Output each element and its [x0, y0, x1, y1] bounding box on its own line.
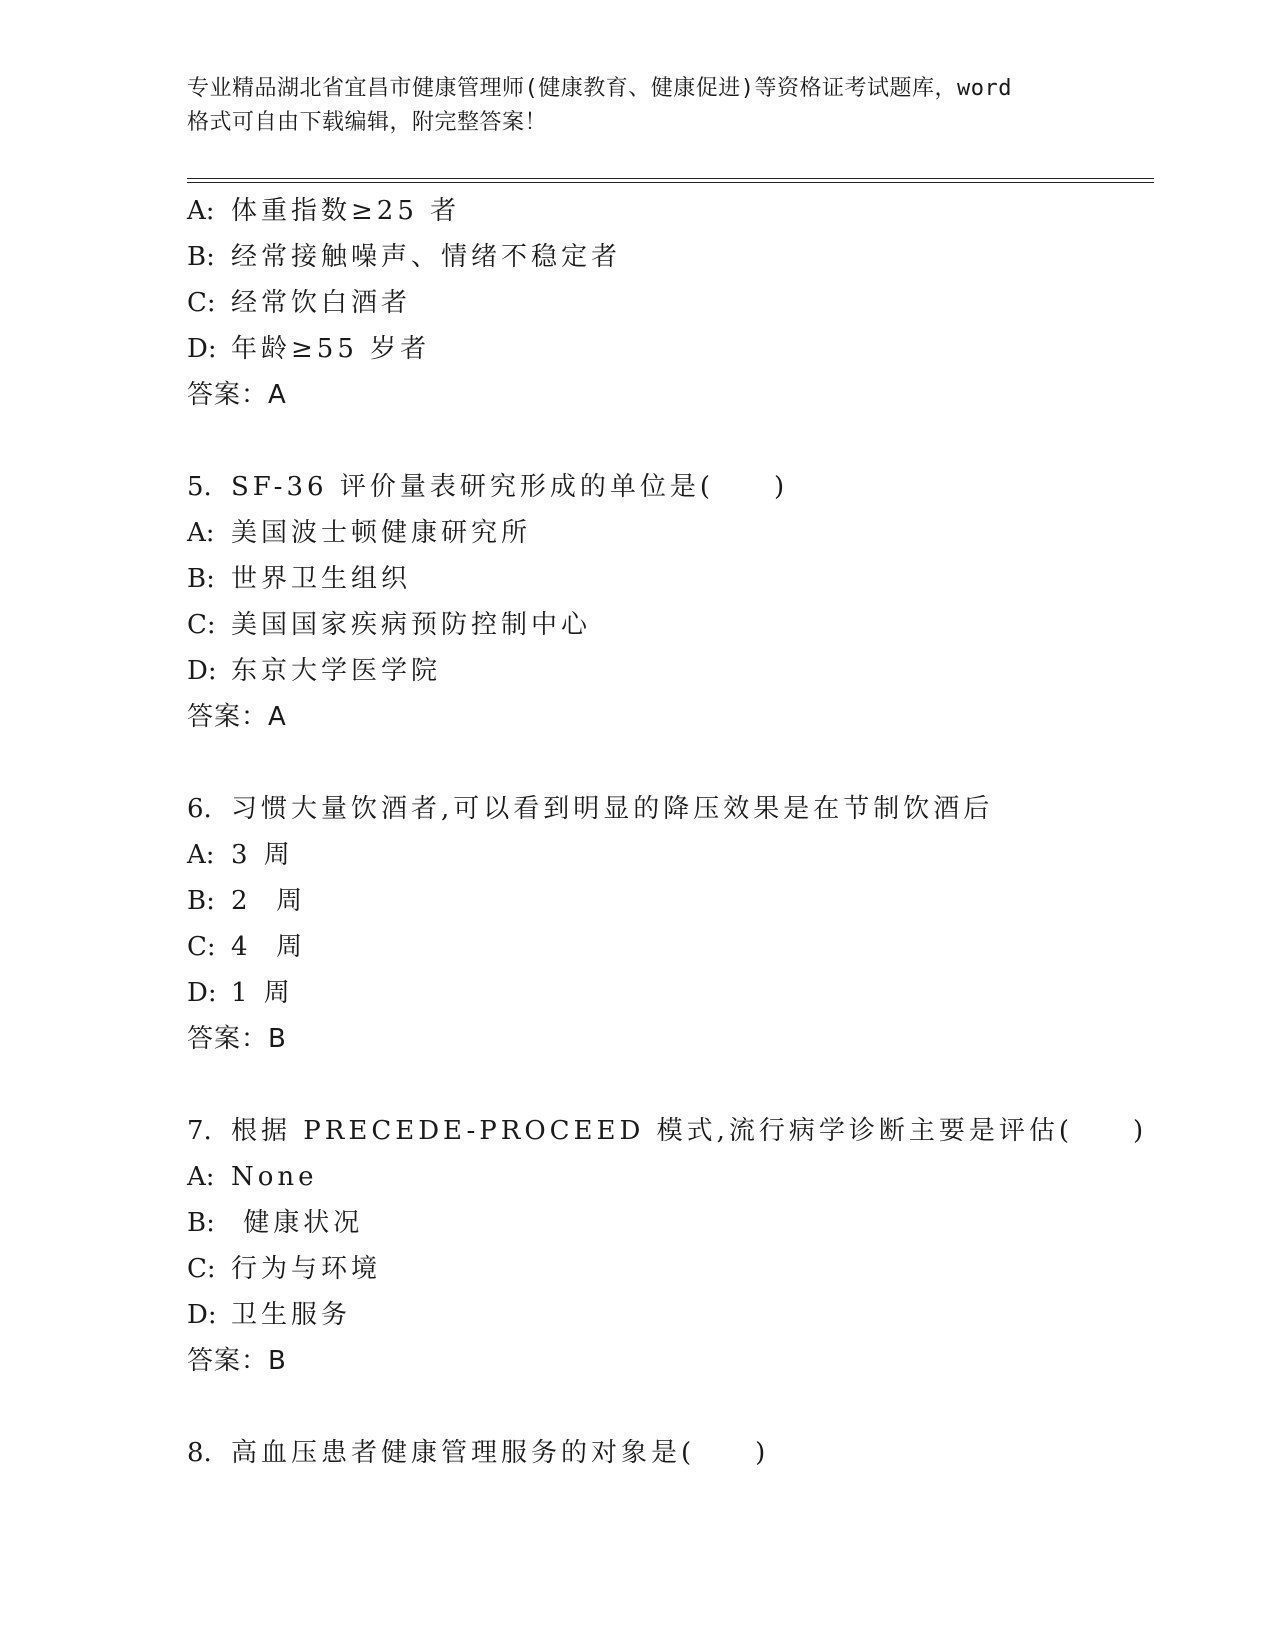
question-text: 根据 PRECEDE-PROCEED 模式,流行病学诊断主要是评估( )	[231, 1116, 1148, 1146]
option-d	[187, 970, 1154, 1016]
option-label: D:	[187, 978, 217, 1008]
option-a	[187, 188, 1154, 234]
option-b	[187, 878, 1154, 924]
option-label: C:	[187, 610, 216, 640]
option-text: 4 周	[231, 932, 307, 962]
question-text: SF-36 评价量表研究形成的单位是( )	[231, 472, 789, 502]
question-8	[187, 1430, 1154, 1476]
option-text: 年龄≥55 岁者	[231, 334, 431, 364]
option-label: A:	[187, 518, 215, 548]
option-text: 2 周	[231, 886, 307, 916]
question-5	[187, 464, 1154, 510]
question-text: 高血压患者健康管理服务的对象是( )	[231, 1438, 770, 1468]
option-d	[187, 1292, 1154, 1338]
option-text: 卫生服务	[231, 1300, 352, 1330]
option-label: C:	[187, 932, 216, 962]
option-text: 世界卫生组织	[231, 564, 412, 594]
option-text: 东京大学医学院	[231, 656, 442, 686]
option-label: A:	[187, 196, 215, 226]
option-label: A:	[187, 840, 215, 870]
option-label: D:	[187, 1300, 217, 1330]
option-b	[187, 556, 1154, 602]
header-rule-bottom	[187, 182, 1154, 183]
header-line-1: 专业精品湖北省宜昌市健康管理师(健康教育、健康促进)等资格证考试题库，word	[187, 76, 1012, 101]
question-text: 习惯大量饮酒者,可以看到明显的降压效果是在节制饮酒后	[231, 794, 994, 824]
option-text: None	[231, 1162, 318, 1192]
option-label: C:	[187, 1254, 216, 1284]
option-text: 1 周	[231, 978, 294, 1008]
option-text: 体重指数≥25 者	[231, 196, 461, 226]
option-d	[187, 648, 1154, 694]
option-label: D:	[187, 656, 217, 686]
option-a	[187, 832, 1154, 878]
answer: 答案：A	[187, 702, 287, 732]
header-rule-top	[187, 178, 1154, 179]
option-label: B:	[187, 242, 215, 272]
answer: 答案：B	[187, 1024, 287, 1054]
option-c	[187, 602, 1154, 648]
question-number: 5.	[187, 472, 212, 502]
option-label: B:	[187, 1208, 215, 1238]
question-number: 8.	[187, 1438, 212, 1468]
header-line-2: 格式可自由下载编辑，附完整答案！	[187, 110, 548, 135]
answer: 答案：A	[187, 380, 287, 410]
option-a	[187, 1154, 1154, 1200]
option-text: 经常接触噪声、情绪不稳定者	[231, 242, 622, 272]
question-6	[187, 786, 1154, 832]
question-number: 6.	[187, 794, 212, 824]
option-c	[187, 1246, 1154, 1292]
question-list	[187, 188, 1154, 1476]
option-text: 经常饮白酒者	[231, 288, 412, 318]
option-label: B:	[187, 564, 215, 594]
question-7	[187, 1108, 1154, 1154]
option-text: 美国国家疾病预防控制中心	[231, 610, 592, 640]
option-label: B:	[187, 886, 215, 916]
option-text: 美国波士顿健康研究所	[231, 518, 532, 548]
answer: 答案：B	[187, 1346, 287, 1376]
option-c	[187, 280, 1154, 326]
document-header	[187, 72, 1087, 140]
option-label: C:	[187, 288, 216, 318]
option-label: D:	[187, 334, 217, 364]
option-b	[187, 1200, 1154, 1246]
option-d	[187, 326, 1154, 372]
option-b	[187, 234, 1154, 280]
option-label: A:	[187, 1162, 215, 1192]
option-text: 3 周	[231, 840, 294, 870]
option-a	[187, 510, 1154, 556]
option-c	[187, 924, 1154, 970]
option-text: 行为与环境	[231, 1254, 382, 1284]
question-number: 7.	[187, 1116, 212, 1146]
option-text: 健康状况	[231, 1208, 364, 1238]
